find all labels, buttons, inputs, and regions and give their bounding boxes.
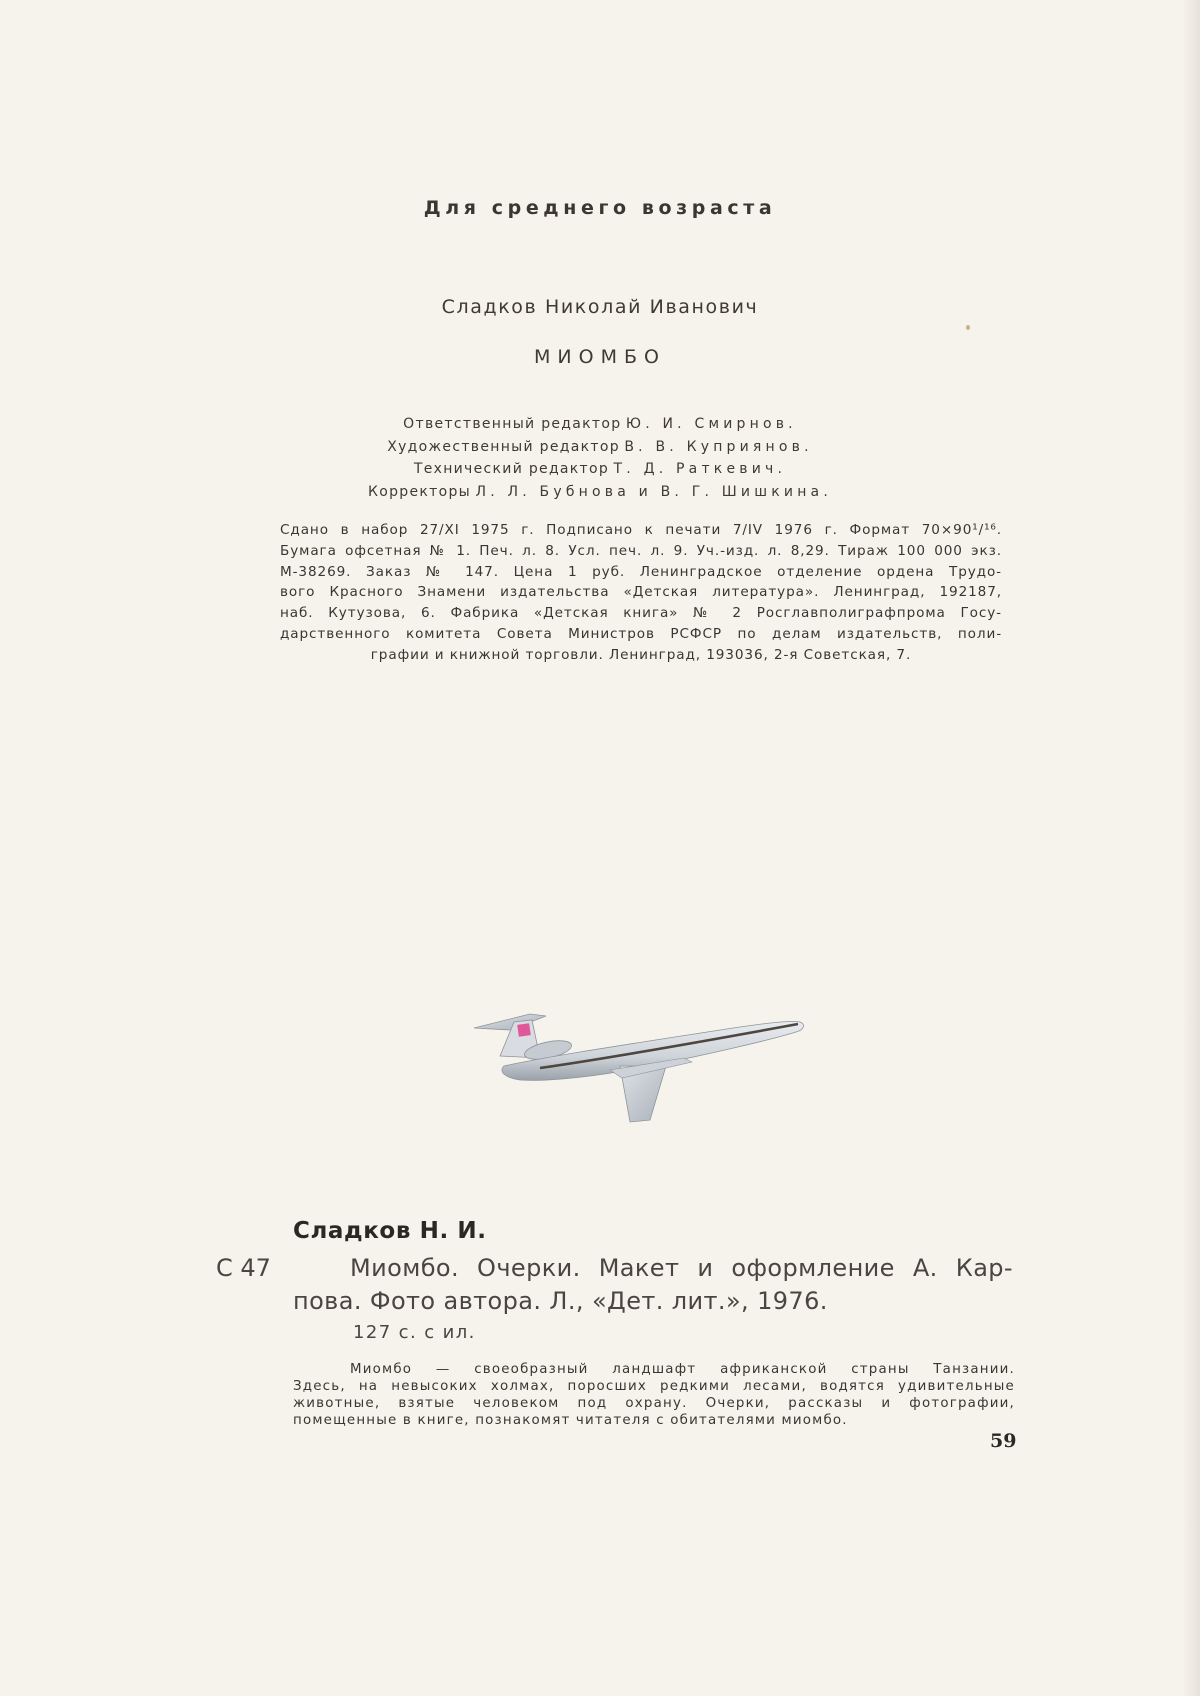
tail-mark-shape	[517, 1023, 531, 1037]
credit-role: Художественный редактор	[387, 438, 620, 455]
annotation-line: животные, взятые человеком под охрану. Очерки, рассказы и фотографии,	[293, 1396, 1015, 1411]
airplane-illustration	[470, 1000, 810, 1140]
card-description-line: Миомбо. Очерки. Макет и оформление А. Кар-	[350, 1254, 1013, 1282]
imprint-line: наб. Кутузова, 6. Фабрика «Детская книга» № 2 Росглавполиграфпрома Госу-	[280, 605, 1002, 622]
paper-speck	[966, 325, 970, 330]
tail-stabilizer-shape	[474, 1014, 546, 1030]
annotation-line: Здесь, на невысоких холмах, поросших редкими лесами, водятся удивительные	[293, 1379, 1015, 1394]
imprint-line: графии и книжной торговли. Ленинград, 193036, 2-я Советская, 7.	[370, 646, 912, 663]
credit-role: Ответственный редактор	[403, 416, 622, 432]
book-title: МИОМБО	[534, 346, 666, 368]
imprint-line: Бумага офсетная № 1. Печ. л. 8. Усл. печ. л. 9. Уч.-изд. л. 8,29. Тираж 100 000 экз.	[280, 542, 1002, 559]
annotation-line: помещенные в книге, познакомят читателя с обитателями миомбо.	[293, 1413, 848, 1428]
credit-role: Корректоры	[368, 483, 472, 500]
card-description	[293, 1252, 1013, 1318]
author-full-name: Сладков Николай Иванович	[441, 296, 759, 318]
annotation-line: Миомбо — своеобразный ландшафт африканской страны Танзании.	[350, 1362, 1015, 1377]
page-edge-shadow	[1182, 0, 1200, 1696]
imprint-line: М-38269. Заказ № 147. Цена 1 руб. Ленинградское отделение ордена Трудо-	[280, 563, 1002, 580]
credit-line	[0, 413, 1200, 436]
credit-line	[0, 458, 1200, 481]
imprint-line: дарственного комитета Совета Министров РСФСР по делам издательств, поли-	[280, 625, 1002, 642]
credit-person: Л. Л. Бубнова и В. Г. Шишкина.	[475, 483, 832, 500]
imprint-line: вого Красного Знамени издательства «Детская литература». Ленинград, 192187,	[280, 584, 1002, 601]
credit-line	[0, 436, 1200, 459]
imprint-line: Сдано в набор 27/XI 1975 г. Подписано к печати 7/IV 1976 г. Формат 70×90¹/¹⁶.	[280, 522, 1002, 538]
page-number: 59	[990, 1430, 1017, 1452]
credit-person: Т. Д. Раткевич.	[613, 461, 787, 477]
imprint-block	[280, 520, 1002, 666]
audience-label: Для среднего возраста	[423, 197, 777, 219]
credit-person: Ю. И. Смирнов.	[625, 416, 797, 432]
credit-role: Технический редактор	[413, 461, 610, 477]
card-index: С 47	[216, 1254, 271, 1282]
credit-line	[0, 481, 1200, 504]
card-annotation	[293, 1361, 1015, 1429]
card-description-line: пова. Фото автора. Л., «Дет. лит.», 1976.	[293, 1287, 828, 1315]
card-pages: 127 с. с ил.	[353, 1322, 476, 1343]
credit-person: В. В. Куприянов.	[624, 438, 813, 455]
card-author: Сладков Н. И.	[293, 1218, 487, 1244]
credits-block	[0, 413, 1200, 503]
